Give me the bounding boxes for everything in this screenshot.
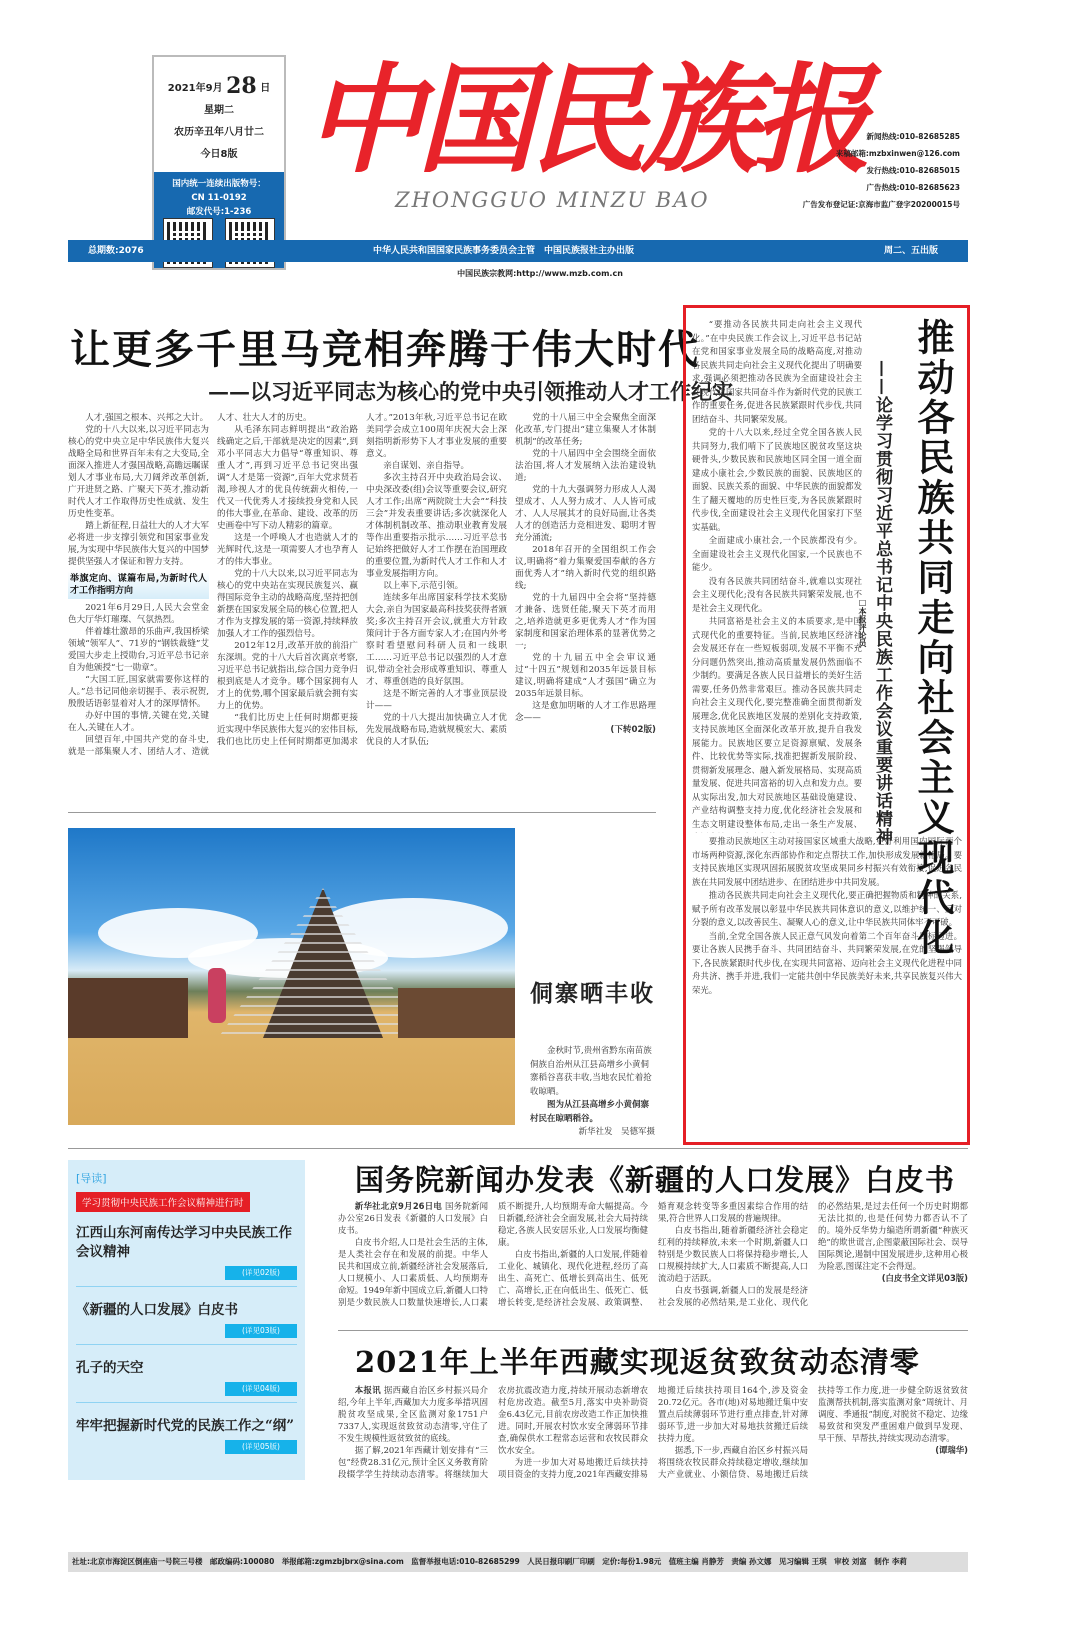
weekday: 星期二 [204, 105, 234, 116]
paragraph: 白皮书指出,随着新疆经济社会稳定红利的持续释放,未来一个时期,新疆人口特别是少数民族人口将保持稳步增长,人口规模持续扩大,人口素质不断提高,人口流动趋于活跃。 [658, 1225, 808, 1283]
paragraph: 伴着雄壮激昂的乐曲声,我国桥梁领域“领军人”、71岁的“钢铁裁缝”艾爱国大步走上授勋台,习近平总书记亲自为他颁授“七一勋章”。 [68, 627, 209, 673]
paragraph: 多次主持召开中央政治局会议、中央深改委(组)会议等重要会议,研究人才工作;出席“两院院士大会”“科技三会”并发表重要讲话;多次就深化人才体制机制改革、推动职业教育发展等作出重要指示批示……习近平总书记始终把做好人才工作摆在治国理政的重要位置,为新时代人才工作和人才事业发展指明方向。 [366, 473, 507, 579]
paragraph: “大国工匠,国家就需要你这样的人。”总书记同他亲切握手、表示祝贺,殷殷话语彰显着对人才的深厚情怀。 [68, 675, 209, 709]
paragraph: 2012年12月,改革开放的前沿广东深圳。党的十八大后首次离京考察,习近平总书记就指出,综合国力竞争归根到底是人才竞争。哪个国家拥有人才上的优势,哪个国家最后就会拥有实力上的优势。 [217, 641, 358, 711]
distribution-hotline: 发行热线:010-82685015 [866, 166, 960, 175]
guide-sidebar [68, 1160, 305, 1480]
divider [68, 1148, 968, 1149]
paragraph: 党的十八大以来,以习近平同志为核心的党中央站在实现民族复兴、赢得国际竞争主动的战略高度,坚持把创新摆在国家发展全局的核心位置,把人才作为支撑发展的第一资源,持续释放加强人才工作的强烈信号。 [217, 569, 358, 639]
paragraph: 踏上新征程,日益壮大的人才大军必将进一步支撑引领党和国家事业发展,为实现中华民族伟大复兴的中国梦提供坚强人才保证和智力支持。 [68, 521, 209, 567]
paragraph: 白皮书介绍,人口是社会生活的主体,是人类社会存在和发展的前提。中华人民共和国成立前,新疆经济社会发展落后,人口规模小、人口素质低、人均预期寿命短。1949年新中国成立后,新疆人口特别是少数民族人口数量快速增长,人口素质不断提升,人均预期寿命大幅提高。今日新疆,经济社会全面发展,社会大局持续稳定,各族人民安居乐业,人口发展均衡健康。 [338, 1201, 648, 1307]
xinjiang-headline: 国务院新闻办发表《新疆的人口发展》白皮书 [355, 1163, 956, 1197]
paragraph: 以上率下,示范引领。 [383, 581, 464, 591]
divider [68, 812, 656, 813]
paragraph: 据悉,下一步,西藏自治区乡村振兴局将围绕农牧民群众持续稳定增收,继续加大产业就业、小额信贷、易地搬迁后续扶持等工作力度,进一步健全防返贫致贫监测帮扶机制,落实监测对象“周统计、月调度、季通报”制度,对脱贫不稳定、边缘易致贫和突发严重困难户做到早发现、早干预、早帮扶,持续实现动态清零。 [658, 1385, 968, 1479]
paragraph: 党的十九大强调努力形成人人渴望成才、人人努力成才、人人皆可成才、人人尽展其才的良好局面,让各类人才的创造活力竞相迸发、聪明才智充分涌流; [515, 485, 656, 543]
guide-item[interactable] [76, 1220, 297, 1287]
continued-note[interactable]: (下转02版) [610, 725, 656, 735]
dateline: 本报讯 [354, 1385, 381, 1395]
commentary-subtitle: ——论学习贯彻习近平总书记中央民族工作会议重要讲话精神 [872, 360, 892, 846]
paragraph: 回望百年,中国共产党的奋斗史,就是一部集聚人才、团结人才、造就人才、壮大人才的历史。 [68, 413, 312, 757]
paragraph: 从毛泽东同志鲜明提出“政治路线确定之后,干部就是决定的因素”,到邓小平同志大力倡导“尊重知识、尊重人才”,再到习近平总书记突出强调“人才是第一资源”,百年大党求贤若渴,珍视人才的优良传统薪火相传,一代又一代优秀人才接续投身党和人民的伟大事业,在革命、建设、改革的历史画卷中写下动人精彩的篇章。 [217, 425, 358, 531]
divider [338, 1330, 968, 1331]
contact-info [790, 128, 960, 213]
lead-body [68, 412, 656, 804]
commentary-title: 推动各民族共同走向社会主义现代化 [911, 318, 954, 958]
date-day: 28 [226, 73, 257, 99]
see-page-link[interactable]: (详见04版) [225, 1382, 297, 1396]
guide-tag: [导读] [76, 1172, 107, 1185]
dateline-box [152, 55, 286, 270]
paragraph: 连续多年出席国家科学技术奖励大会,亲自为国家最高科技奖获得者颁奖;多次主持召开会议,就重大方针政策问计于各方面专家人才;在国内外考察时看望慰问科研人员和一线职工……习近平总书记以强烈的人才意识,带动全社会形成尊重知识、尊重人才、尊重创造的良好氛围。 [366, 593, 507, 687]
photo-title: 侗寨晒丰收 [530, 980, 655, 1007]
paragraph: 要推动民族地区主动对接国家区域重大战略,更好利用国内国际两个市场两种资源,深化东西部协作和定点帮扶工作,加快形成发展新格局。要支持民族地区实现巩固拓展脱贫攻坚成果同乡村振兴有效衔接,促进各民族在共同发展中团结进步、在团结进步中共同发展。 [692, 836, 962, 887]
paragraph: 办好中国的事情,关键在党,关键在人,关键在人才。 [68, 711, 209, 733]
lead-subtitle: ——以习近平同志为核心的党中央引领推动人才工作纪实 [208, 379, 733, 404]
paragraph: 全面建成小康社会,一个民族都没有少。全面建设社会主义现代化国家,一个民族也不能少。 [692, 535, 862, 572]
paragraph: 党的十八届四中全会围绕全面依法治国,将人才发展纳入法治建设轨道; [515, 449, 656, 483]
xinjiang-body [338, 1200, 968, 1324]
photo-credit: 新华社发 吴德军摄 [578, 1127, 655, 1137]
guide-banner: 学习贯彻中央民族工作会议精神进行时 [76, 1192, 250, 1212]
masthead-bar [68, 240, 968, 262]
issue-number: 总期数:2076 [88, 246, 144, 256]
paragraph: 党的十八大提出加快确立人才优先发展战略布局,造就规模宏大、素质优良的人才队伍; [366, 713, 507, 747]
continued-note[interactable]: (白皮书全文详见03版) [881, 1273, 968, 1283]
guide-item[interactable] [76, 1345, 297, 1403]
page-count: 今日8版 [200, 149, 238, 160]
ad-hotline: 广告热线:010-82685623 [866, 183, 960, 192]
paragraph: 推动各民族共同走向社会主义现代化,要正确把握物质和精神的关系,赋予所有改革发展以彰显中华民族共同体意识的意义,以维护统一、反对分裂的意义,以改善民生、凝聚人心的意义,让中华民族共同体牢不可破。 [692, 890, 962, 927]
date-prefix: 2021年9月 [167, 83, 223, 94]
guide-item-title[interactable]: 孔子的天空 [76, 1360, 144, 1376]
guide-item[interactable] [76, 1287, 297, 1345]
paragraph: 这是愈加明晰的人才工作思路理念—— [515, 701, 656, 723]
sponsor-line: 中华人民共和国国家民族事务委员会主管 中国民族报社主办出版 [373, 246, 635, 256]
tibet-headline: 2021年上半年西藏实现返贫致贫动态清零 [355, 1345, 920, 1379]
guide-item-title[interactable]: 江西山东河南传达学习中央民族工作会议精神 [76, 1225, 292, 1260]
paragraph: 2021年6月29日,人民大会堂金色大厅华灯璀璨、气氛热烈。 [68, 603, 209, 625]
caption-text: 金秋时节,贵州省黔东南苗族侗族自治州从江县高增乡小黄侗寨稻谷喜获丰收,当地农民忙着抢收晾晒。 [530, 1046, 652, 1097]
date-suffix: 日 [260, 83, 271, 94]
commentary-body [692, 318, 862, 833]
paragraph: 这是不断完善的人才事业顶层设计—— [366, 689, 507, 711]
lunar-date: 农历辛丑年八月廿二 [174, 127, 264, 138]
paragraph: 白皮书指出,新疆的人口发展,伴随着工业化、城镇化、现代化进程,经历了高出生、高死亡、低增长到高出生、低死亡、高增长,正在向低出生、低死亡、低增长转变,是经济社会发展、政策调整、婚育观念转变等多重因素综合作用的结果,符合世界人口发展的普遍规律。 [498, 1201, 808, 1307]
postal-code: 邮发代号:1-236 [186, 207, 252, 217]
paragraph: 这是一个呼唤人才也造就人才的光辉时代,这是一项需要人才也孕育人才的伟大事业。 [217, 533, 358, 567]
newspaper-english-name: ZHONGGUO MINZU BAO [395, 188, 710, 212]
paragraph: 没有各民族共同团结奋斗,就难以实现社会主义现代化;没有各民族共同繁荣发展,也不是社会主义现代化。 [692, 575, 862, 613]
paragraph: 2018年召开的全国组织工作会议,明确将“着力集聚爱国奉献的各方面优秀人才”纳入新时代党的组织路线; [515, 545, 656, 591]
paragraph: 据西藏自治区乡村振兴局介绍,今年上半年,西藏加大力度多举措巩固脱贫攻坚成果,全区监测对象1751户7337人,实现返贫致贫动态清零,守住了不发生规模性返贫致贫的底线。 [338, 1385, 489, 1443]
paragraph: 白皮书强调,新疆人口的发展是经济社会发展的必然结果,是工业化、现代化的必然结果,是过去任何一个历史时期都无法比拟的,也是任何势力都否认不了的。境外反华势力编造所谓新疆“种族灭绝”的欺世谎言,企图蒙蔽国际社会、误导国际舆论,遏制中国发展进步,这种用心极为险恶,图谋注定不会得逞。 [658, 1201, 968, 1307]
cn-number: CN 11-0192 [191, 193, 247, 203]
paragraph: 党的十九届四中全会将“坚持德才兼备、选贤任能,聚天下英才而用之,培养造就更多更优秀人才”作为国家制度和国家治理体系的显著优势之一; [515, 593, 656, 651]
dateline: 新华社北京9月26日电 [354, 1201, 443, 1211]
photo-caption [530, 1045, 655, 1140]
dong-village-photo [68, 828, 515, 1125]
paragraph: 人才,强国之根本、兴邦之大计。 [85, 413, 209, 423]
paragraph: 国务院新闻办公室26日发表《新疆的人口发展》白皮书。 [338, 1201, 489, 1235]
lead-headline: 让更多千里马竞相奔腾于伟大时代 [70, 326, 700, 373]
tibet-body [338, 1384, 968, 1544]
see-page-link[interactable]: (详见03版) [225, 1324, 297, 1338]
paragraph: 当前,全党全国各族人民正意气风发向着第二个百年奋斗目标迈进。要让各族人民携手奋斗、共同团结奋斗、共同繁荣发展,在党的坚强领导下,各民族紧跟时代步伐,在实现共同富裕、迈向社会主义现代化进程中同舟共济、携手并进,我们一定能共创中华民族美好未来,共享民族复兴伟大荣光。 [692, 930, 962, 995]
guide-item-title[interactable]: 《新疆的人口发展》白皮书 [76, 1302, 238, 1318]
see-page-link[interactable]: (详见05版) [225, 1440, 297, 1454]
paragraph: 党的十八大以来,以习近平同志为核心的党中央立足中华民族伟大复兴战略全局和世界百年未有之大变局,全面深入推进人才强国战略,高瞻远瞩谋划人才事业布局,大刀阔斧改革创新,广开进贤之路、广聚天下英才,推动新时代人才工作取得历史性成就、发生历史性变革。 [68, 425, 209, 519]
section-heading: 举旗定向、谋篇布局,为新时代人才工作指明方向 [68, 571, 209, 599]
guide-item[interactable] [76, 1403, 297, 1460]
paragraph: 据了解,2021年西藏计划安排有“三包”经费28.31亿元,预计全区义务教育阶段辍学学生持续动态清零。将继续加大农房抗震改造力度,持续开展动态新增农村危房改造。截至5月,落实中央补助资金6.43亿元,目前农房改造工作正加快推进。同时,开展农村饮水安全薄弱环节排查,确保供水工程常态运营和农牧民群众饮水安全。 [338, 1385, 648, 1479]
guide-item-title[interactable]: 牢牢把握新时代党的民族工作之“纲” [76, 1418, 295, 1434]
newspaper-logo: 中国民族报 [305, 50, 866, 189]
cn-label: 国内统一连续出版物号： [172, 179, 266, 189]
publish-schedule: 周二、五出版 [883, 246, 938, 256]
see-page-link[interactable]: (详见02版) [225, 1266, 297, 1280]
news-hotline: 新闻热线:010-82685285 [866, 132, 960, 141]
ad-registration: 广告发布登记证:京海市监广登字20200015号 [802, 200, 960, 209]
paragraph: 党的十九届五中全会审议通过“十四五”规划和2035年远景目标建议,明确将建成“人才强国”确立为2035年远景目标。 [515, 653, 656, 699]
paragraph: “要推动各民族共同走向社会主义现代化。”在中央民族工作会议上,习近平总书记站在党和国家事业发展全局的战略高度,对推动各民族共同走向社会主义现代化提出了明确要求,强调必须把推动各民族为全面建设社会主义现代化国家共同奋斗作为新时代党的民族工作的重要任务,促进各民族紧跟时代步伐,共同团结奋斗、共同繁荣发展。 [692, 319, 862, 424]
paragraph: 共同富裕是社会主义的本质要求,是中国式现代化的重要特征。当前,民族地区经济社会发展还存在一些短板弱项,发展不平衡不充分问题仍然突出,推动高质量发展仍然面临不少制约。要满足各族人民日益增长的美好生活需要,任务仍然非常艰巨。推动各民族共同走向社会主义现代化,要完整准确全面贯彻新发展理念,优化民族地区发展的差别化支持政策,支持民族地区全面深化改革开放,提升自我发展能力。民族地区要立足资源禀赋、发展条件、比较优势等实际,找准把握新发展阶段、贯彻新发展理念、融入新发展格局、实现高质量发展、促进共同富裕的切入点和发力点。要从实际出发,加大对民族地区基础设施建设、产业结构调整支持力度,优化经济社会发展和生态文明建设整体布局,走出一条生产发展、 [692, 616, 862, 829]
paragraph: 亲自谋划、亲自指导。 [383, 461, 470, 471]
paragraph: 为进一步加大对易地搬迁后续扶持项目资金的支持力度,2021年西藏安排易地搬迁后续扶持项目164个,涉及资金20.72亿元。各市(地)对易地搬迁集中安置点后续薄弱环节进行重点排查,针对薄弱环节,进一步加大对易地扶贫搬迁后续扶持力度。 [498, 1385, 808, 1479]
author-note: (谭瑞华) [935, 1445, 968, 1455]
website-link[interactable]: 中国民族宗教网:http://www.mzb.com.cn [457, 269, 623, 278]
paragraph: 党的十八届三中全会聚焦全面深化改革,专门提出“建立集聚人才体制机制”的改革任务; [515, 413, 656, 447]
submission-email: 来稿邮箱:mzbxinwen@126.com [835, 149, 960, 158]
caption-text-2: 图为从江县高增乡小黄侗寨村民在晾晒稻谷。 [530, 1100, 650, 1124]
footer-imprint: 社址:北京市海淀区倒座庙一号院三号楼 邮政编码:100080 举报邮箱:zgmzbjbrx@sina.com 监督举报电话:010-82685299 人民日报印刷厂印刷 定价:每份1.98元 值班主编 肖静芳 责编 孙文娜 见习编辑 王琪 审校 刘富 制作 李莉 [68, 1552, 968, 1572]
paragraph: “我们比历史上任何时期都更接近实现中华民族伟大复兴的宏伟目标,我们也比历史上任何时期都更加渴求人才。”2013年秋,习近平总书记在欧美同学会成立100周年庆祝大会上深刻指明新形势下人才事业发展的重要意义。 [217, 413, 507, 747]
paragraph: 党的十八大以来,经过全党全国各族人民共同努力,我们啃下了民族地区脱贫攻坚这块硬骨头,少数民族和民族地区同全国一道全面建成小康社会,少数民族的面貌、民族地区的面貌、民族关系的面貌、中华民族的面貌都发生了翻天覆地的历史性巨变,为各民族紧跟时代步伐,全面建设社会主义现代化国家打下坚实基础。 [692, 427, 862, 532]
commentary-source: □本报评论员 [858, 598, 867, 647]
